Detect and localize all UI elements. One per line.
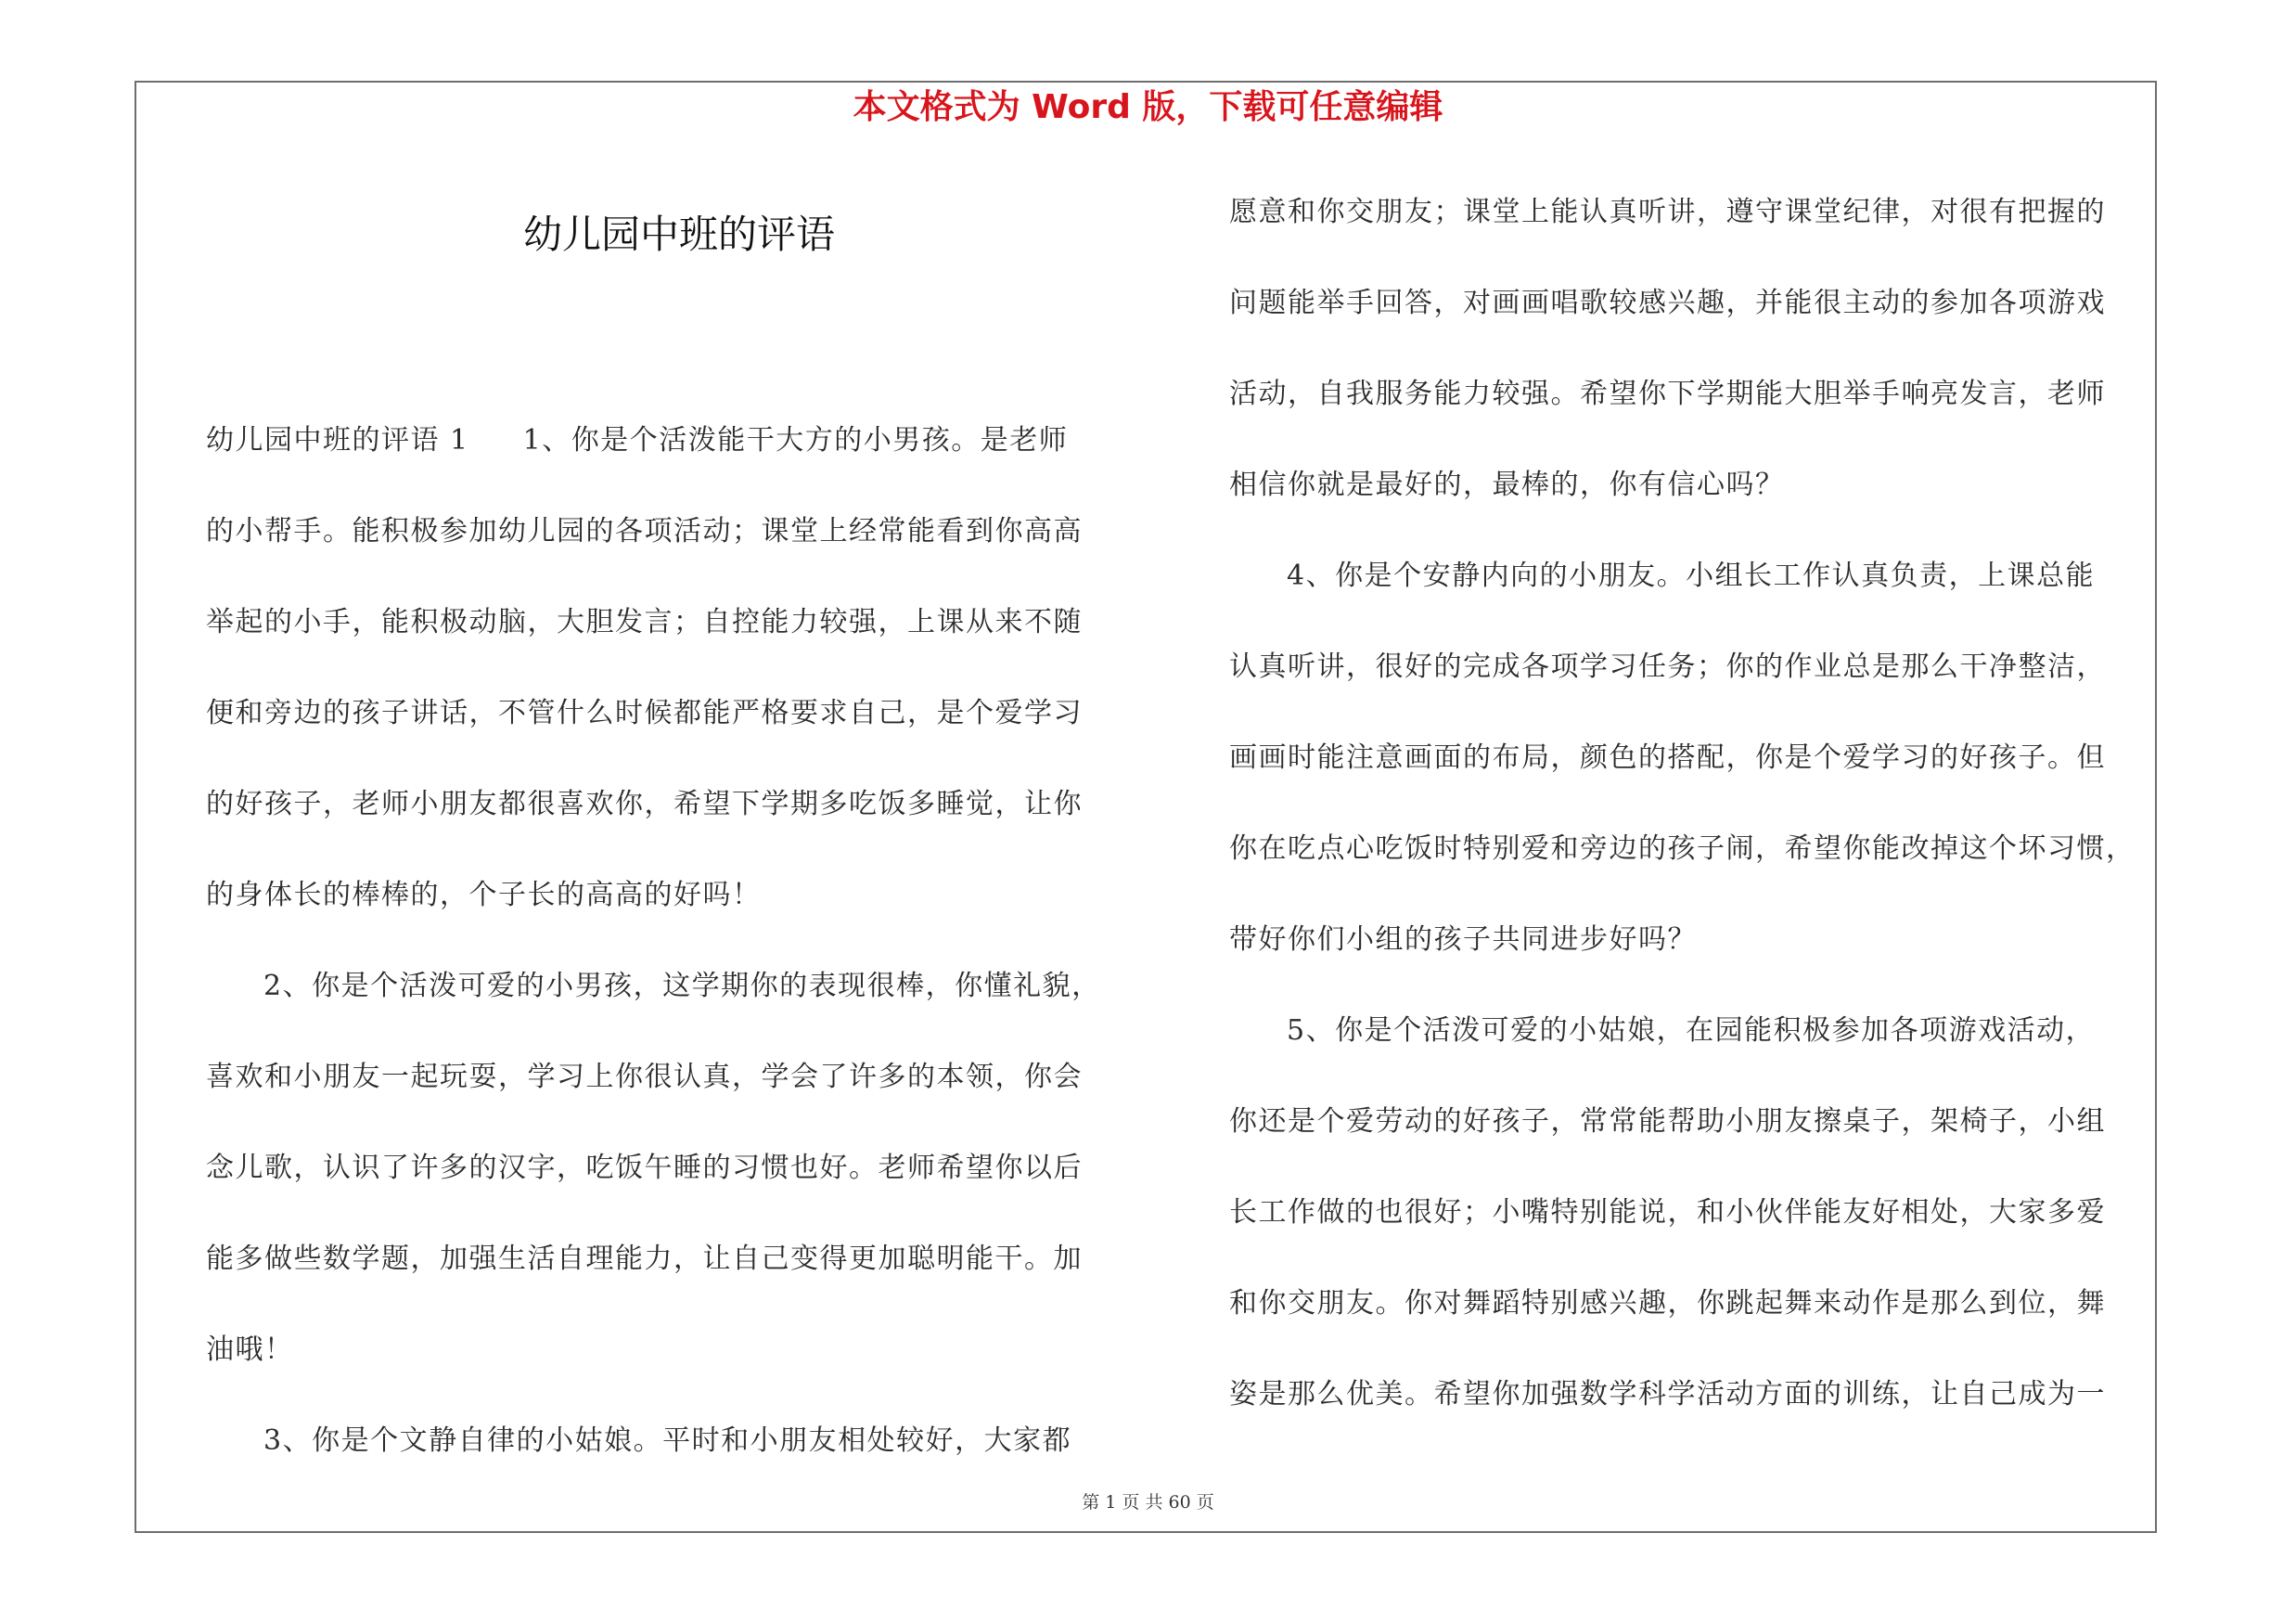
text-line: 举起的小手，能积极动脑，大胆发言；自控能力较强，上课从来不随 [206, 606, 1083, 638]
text-line [206, 395, 1152, 486]
text-line: 相信你就是最好的，最棒的，你有信心吗？ [1229, 469, 1785, 501]
text-line: 带好你们小组的孩子共同进步好吗？ [1229, 923, 1697, 956]
text-line: 姿是那么优美。希望你加强数学科学活动方面的训练，让自己成为一 [1229, 1378, 2106, 1410]
paragraph-3 [206, 1396, 1152, 1487]
text-line: 便和旁边的孩子讲话，不管什么时候都能严格要求自己，是个爱学习 [206, 697, 1083, 729]
text-line: 4、你是个安静内向的小朋友。小组长工作认真负责，上课总能 [1287, 560, 2096, 592]
text-line: 和你交朋友。你对舞蹈特别感兴趣，你跳起舞来动作是那么到位，舞 [1229, 1287, 2106, 1320]
paragraph-1 [206, 395, 1152, 941]
text-line: 油哦！ [206, 1333, 294, 1366]
text-line: 问题能举手回答，对画画唱歌较感兴趣，并能很主动的参加各项游戏 [1229, 287, 2106, 319]
page-number-footer: 第 1 页 共 60 页 [1082, 1492, 1214, 1513]
section-label: 幼儿园中班的评语 1 [206, 424, 469, 457]
text-line: 念儿歌，认识了许多的汉字，吃饭午睡的习惯也好。老师希望你以后 [206, 1152, 1083, 1184]
left-column [206, 395, 1152, 1487]
text-line: 愿意和你交朋友；课堂上能认真听讲，遵守课堂纪律，对很有把握的 [1229, 196, 2106, 228]
text-line-content: 1、你是个活泼能干大方的小男孩。是老师 [522, 424, 1069, 457]
paragraph-2 [206, 941, 1152, 1396]
text-line: 长工作做的也很好；小嘴特别能说，和小伙伴能友好相处，大家多爱 [1229, 1196, 2106, 1229]
text-line: 画画时能注意画面的布局，颜色的搭配，你是个爱学习的好孩子。但 [1229, 741, 2106, 774]
text-line: 5、你是个活泼可爱的小姑娘，在园能积极参加各项游戏活动， [1287, 1014, 2096, 1047]
right-column [1229, 167, 2148, 1440]
paragraph-5 [1229, 985, 2148, 1440]
text-line: 的身体长的棒棒的，个子长的高高的好吗！ [206, 879, 762, 911]
text-line: 活动，自我服务能力较强。希望你下学期能大胆举手响亮发言，老师 [1229, 378, 2106, 410]
text-line: 认真听讲，很好的完成各项学习任务；你的作业总是那么干净整洁， [1229, 650, 2106, 683]
text-line: 喜欢和小朋友一起玩耍，学习上你很认真，学会了许多的本领，你会 [206, 1061, 1083, 1093]
text-line: 你在吃点心吃饭时特别爱和旁边的孩子闹，希望你能改掉这个坏习惯， [1229, 832, 2136, 865]
text-line: 2、你是个活泼可爱的小男孩，这学期你的表现很棒，你懂礼貌， [263, 970, 1101, 1002]
document-title: 幼儿园中班的评语 [522, 212, 835, 257]
paragraph-4 [1229, 531, 2148, 985]
word-format-banner: 本文格式为 Word 版，下载可任意编辑 [853, 88, 1443, 126]
paragraph-3-continued [1229, 167, 2148, 531]
text-line: 你还是个爱劳动的好孩子，常常能帮助小朋友擦桌子，架椅子，小组 [1229, 1105, 2106, 1138]
text-line: 的小帮手。能积极参加幼儿园的各项活动；课堂上经常能看到你高高 [206, 515, 1083, 547]
text-line: 3、你是个文静自律的小姑娘。平时和小朋友相处较好，大家都 [263, 1424, 1072, 1457]
text-line: 能多做些数学题，加强生活自理能力，让自己变得更加聪明能干。加 [206, 1243, 1083, 1275]
text-line: 的好孩子，老师小朋友都很喜欢你，希望下学期多吃饭多睡觉，让你 [206, 788, 1083, 820]
